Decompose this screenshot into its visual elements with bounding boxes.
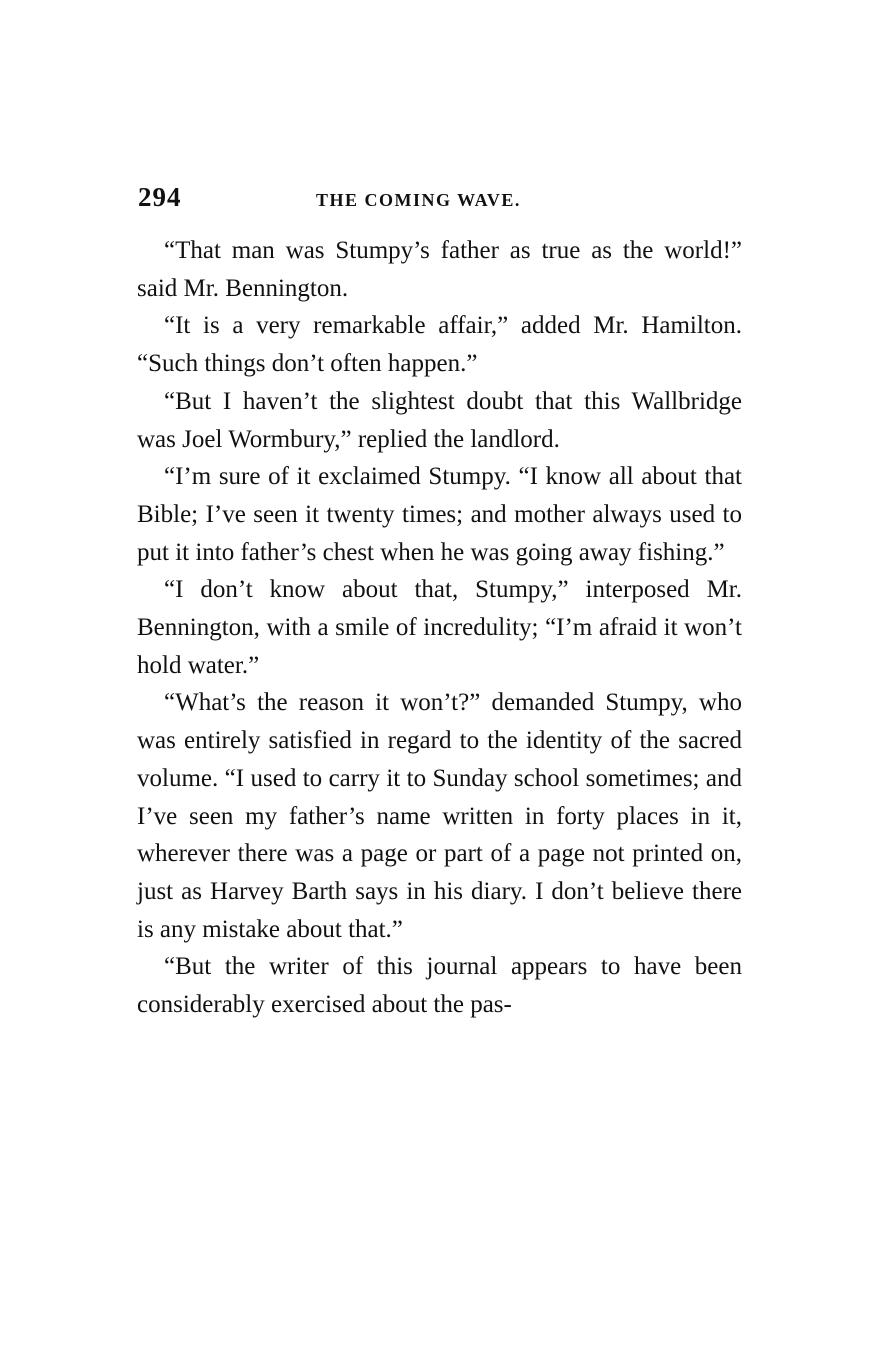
- body-text: [137, 232, 742, 1024]
- page-number: 294: [138, 182, 182, 212]
- paragraph: “But I haven’t the slightest doubt that this Wallbridge was Joel Wormbury,” replied the landlord.: [137, 387, 742, 453]
- page-header: [138, 182, 742, 218]
- paragraph: “That man was Stumpy’s father as true as the world!” said Mr. Bennington.: [137, 237, 742, 302]
- paragraph: “I’m sure of it exclaimed Stumpy. “I know all about that Bible; I’ve seen it twenty times; and mother always used to put it into father’s chest when he was going away fishing.”: [137, 463, 742, 566]
- paragraph: “I don’t know about that, Stumpy,” interposed Mr. Bennington, with a smile of incredulity; “I’m afraid it won’t hold water.”: [137, 576, 742, 679]
- paragraph: “It is a very remarkable affair,” added Mr. Hamilton. “Such things don’t often happen.”: [137, 312, 742, 378]
- paragraph: “What’s the reason it won’t?” demanded Stumpy, who was entirely satisfied in regard to the identity of the sacred volume. “I used to carry it to Sunday school sometimes; and I’ve seen my father’s name written in forty places in it, wherever there was a page or part of a page not printed on, just as Harvey Barth says in his diary. I don’t believe there is any mistake about that.”: [137, 689, 742, 943]
- running-head: THE COMING WAVE.: [316, 190, 521, 210]
- paragraph: “But the writer of this journal appears to have been considerably exercised about the pas-: [137, 953, 742, 1019]
